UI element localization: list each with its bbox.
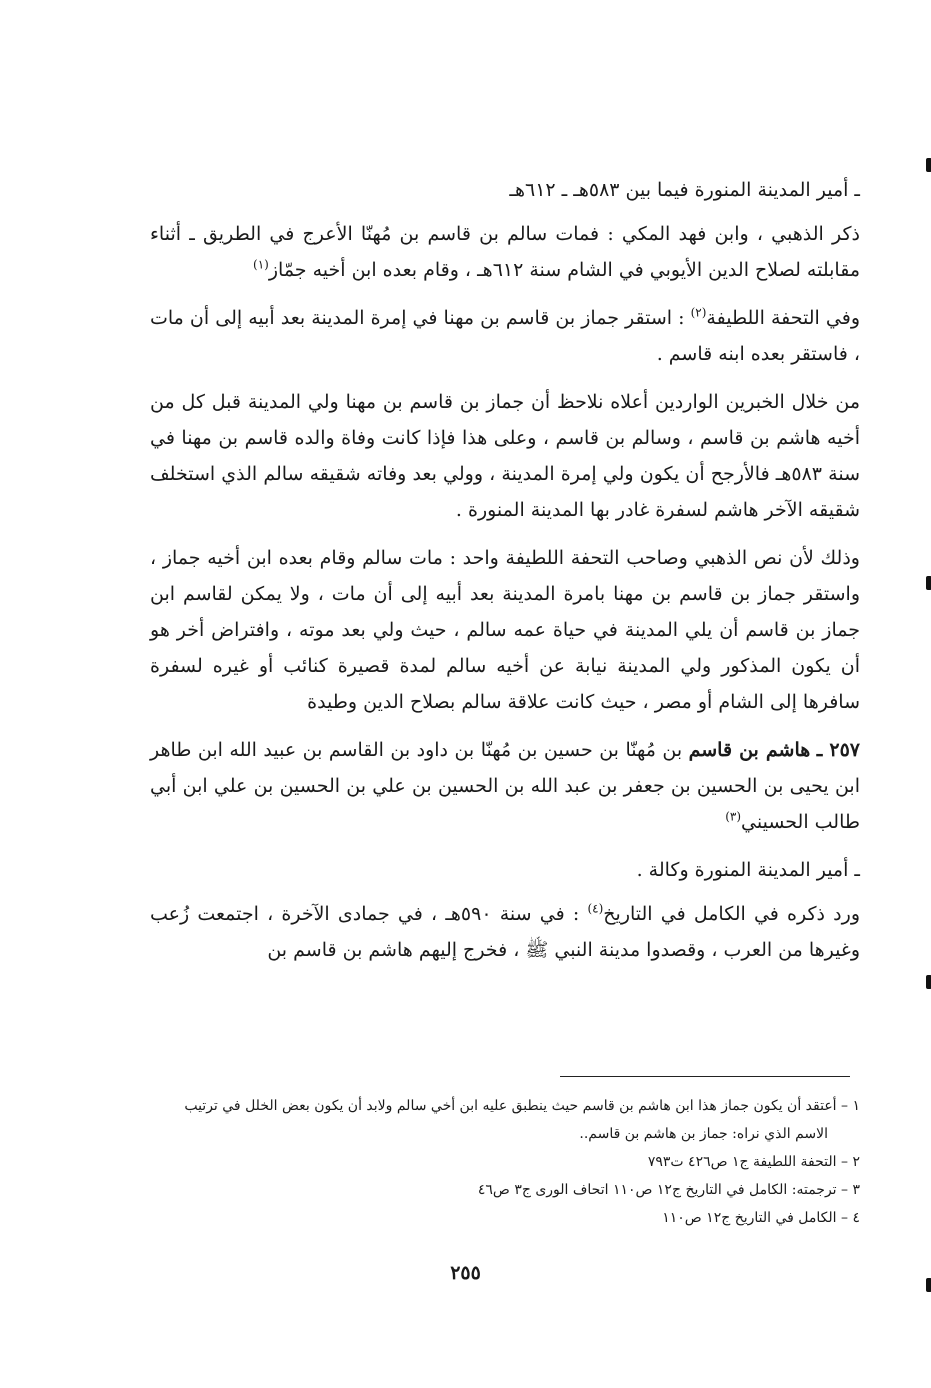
footnote-ref-2: (٢) <box>690 305 707 320</box>
paragraph-2-text-a: وفي التحفة اللطيفة <box>706 307 861 329</box>
footnote-ref-3: (٣) <box>725 809 742 824</box>
footnotes <box>150 1092 860 1232</box>
paragraph-4: وذلك لأن نص الذهبي وصاحب التحفة اللطيفة واحد : مات سالم وقام بعده ابن أخيه جماز ، واستقر جماز بن قاسم بن مهنا بامرة المدينة بعد أبيه إلى أن مات ، ولا يمكن لقاسم ابن جماز بن قاسم أن يلي المدينة في حياة عمه سالم ، حيث ولي بعد موته ، وافتراض أخر هو أن يكون المذكور ولي المدينة نيابة عن أخيه سالم لمدة قصيرة كنائب أو غيره لسفرة سافرها إلى الشام أو مصر ، حيث كانت علاقة سالم بصلاح الدين وطيدة <box>150 547 860 713</box>
margin-mark <box>926 975 931 989</box>
main-text <box>150 172 860 980</box>
biography-entry <box>150 732 860 840</box>
margin-mark <box>926 158 931 172</box>
paragraph-2 <box>150 300 860 372</box>
paragraph-5-text-a: ورد ذكره في الكامل في التاريخ <box>603 903 860 925</box>
paragraph-3: من خلال الخبرين الواردين أعلاه نلاحظ أن جماز بن قاسم بن مهنا ولي المدينة قبل كل من أخيه هاشم بن قاسم ، وسالم بن قاسم ، وعلى هذا فإذا كانت وفاة والده قاسم بن مهنا في سنة ٥٨٣هـ فالأرجح أن يكون ولي إمرة المدينة ، وولي بعد وفاته شقيقه سالم الذي استخلف شقيقه الآخر هاشم لسفرة غادر بها المدينة المنورة . <box>150 391 860 521</box>
paragraph-2-text-b: : استقر جماز بن قاسم بن مهنا في إمرة المدينة بعد أبيه إلى أن مات ، فاستقر بعده ابنه قاسم . <box>150 307 860 365</box>
footnote-4: ٤ – الكامل في التاريخ ج١٢ ص١١٠ <box>662 1210 860 1226</box>
entry-subheading: ـ أمير المدينة المنورة وكالة . <box>636 859 860 881</box>
margin-mark <box>926 576 931 590</box>
footnote-separator <box>560 1076 850 1077</box>
paragraph-5 <box>150 896 860 968</box>
entry-number: ٢٥٧ ـ <box>816 739 861 761</box>
footnote-ref-4: (٤) <box>587 901 604 916</box>
entry-lineage: بن مُهنّا بن حسين بن مُهنّا بن داود بن القاسم بن عبيد الله ابن طاهر ابن يحيى بن الحسين بن جعفر بن عبد الله بن الحسين بن علي بن الحسين بن علي ابن أبي طالب الحسيني <box>150 739 860 833</box>
section-heading: ـ أمير المدينة المنورة فيما بين ٥٨٣هـ ـ ٦١٢هـ <box>509 179 860 201</box>
footnote-1: ١ – أعتقد أن يكون جماز هذا ابن هاشم بن قاسم حيث ينطبق عليه ابن أخي سالم ولابد أن يكون بعض الخلل في ترتيب <box>184 1098 860 1114</box>
footnote-2: ٢ – التحفة اللطيفة ج١ ص٤٢٦ ت٧٩٣ <box>647 1154 860 1170</box>
entry-name: هاشم بن قاسم <box>688 739 811 761</box>
page-number: ٢٥٥ <box>450 1262 481 1284</box>
paragraph-5-text-b: : في سنة ٥٩٠هـ ، في جمادى الآخرة ، اجتمعت زُعب وغيرها من العرب ، وقصدوا مدينة النبي ﷺ ، فخرج إليهم هاشم بن قاسم بن <box>150 903 860 961</box>
footnote-1-continued: الاسم الذي نراه: جماز بن هاشم بن قاسم.. <box>579 1126 828 1142</box>
footnote-3: ٣ – ترجمته: الكامل في التاريخ ج١٢ ص١١٠ اتحاف الورى ج٣ ص٤٦ <box>477 1182 860 1198</box>
paragraph-1 <box>150 216 860 288</box>
footnote-ref-1: (١) <box>253 257 269 272</box>
paragraph-1-text: ذكر الذهبي ، وابن فهد المكي : فمات سالم بن قاسم بن مُهنّا الأعرج في الطريق ـ أثناء مقابلته لصلاح الدين الأيوبي في الشام سنة ٦١٢هـ ، وقام بعده ابن أخيه جمّاز <box>150 223 860 281</box>
